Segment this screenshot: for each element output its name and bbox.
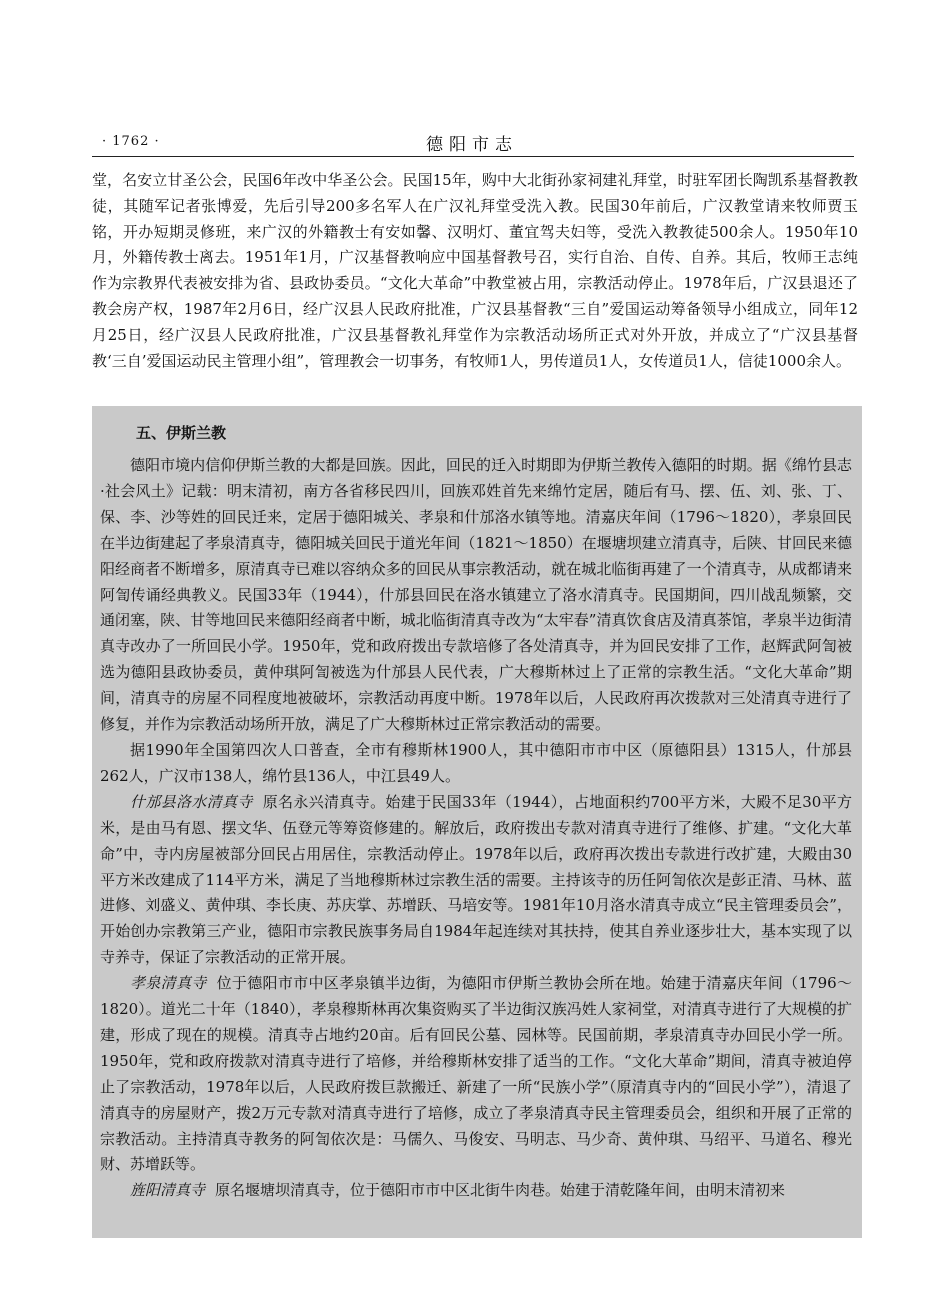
previous-section-text (92, 168, 858, 374)
book-title: 德阳市志 (426, 135, 518, 155)
entry-name: 旌阳清真寺 (130, 1181, 206, 1200)
paragraph: 据1990年全国第四次人口普查，全市有穆斯林1900人，其中德阳市市中区（原德阳县）1315人，什邡县262人，广汉市138人，绵竹县136人，中江县49人。 (100, 740, 852, 785)
entry-name: 什邡县洛水清真寺 (130, 792, 253, 811)
section-body (100, 453, 852, 1204)
entry-paragraph (100, 1178, 852, 1204)
entry-name: 孝泉清真寺 (130, 974, 207, 993)
paragraph: 德阳市境内信仰伊斯兰教的大都是回族。因此，回民的迁入时期即为伊斯兰教传入德阳的时期。据《绵竹县志·社会风土》记载：明末清初，南方各省移民四川，回族邓姓首先来绵竹定居，随后有马、摆、伍、刘、张、丁、保、李、沙等姓的回民迁来，定居于德阳城关、孝泉和什邡洛水镇等地。清嘉庆年间（1796～1820），孝泉回民在半边街建起了孝泉清真寺，德阳城关回民于道光年间（1821～1850）在堰塘坝建立清真寺，后陕、甘回民来德阳经商者不断增多，原清真寺已难以容纳众多的回民从事宗教活动，就在城北临街再建了一个清真寺，从成都请来阿訇传诵经典教义。民国33年（1944），什邡县回民在洛水镇建立了洛水清真寺。民国期间，四川战乱频繁，交通闭塞，陕、甘等地回民来德阳经商者中断，城北临街清真寺改为“太牢春”清真饮食店及清真茶馆，孝泉半边街清真寺改办了一所回民小学。1950年，党和政府拨出专款培修了各处清真寺，并为回民安排了工作，赵辉武阿訇被选为德阳县政协委员，黄仲琪阿訇被选为什邡县人民代表，广大穆斯林过上了正常的宗教生活。“文化大革命”期间，清真寺的房屋不同程度地被破坏，宗教活动再度中断。1978年以后，人民政府再次拨款对三处清真寺进行了修复，并作为宗教活动场所开放，满足了广大穆斯林过正常宗教活动的需要。 (100, 456, 852, 734)
entry-paragraph (100, 971, 852, 1178)
entry-text: 原名堰塘坝清真寺，位于德阳市市中区北街牛肉巷。始建于清乾隆年间，由明末清初来 (215, 1181, 786, 1200)
header-rule (92, 156, 854, 157)
paragraph: 堂，名安立甘圣公会，民国6年改中华圣公会。民国15年，购中大北街孙家祠建礼拜堂，时驻军团长陶凯系基督教教徒，其随军记者张博爱，先后引导200多名军人在广汉礼拜堂受洗入教。民国30年前后，广汉教堂请来牧师贾玉铭，开办短期灵修班，来广汉的外籍教士有安如馨、汉明灯、董宜驾夫妇等，受洗入教教徒500余人。1950年10月，外籍传教士离去。1951年1月，广汉基督教响应中国基督教号召，实行自治、自传、自养。其后，牧师王志纯作为宗教界代表被安排为省、县政协委员。“文化大革命”中教堂被占用，宗教活动停止。1978年后，广汉县退还了教会房产权，1987年2月6日，经广汉县人民政府批准，广汉县基督教“三自”爱国运动筹备领导小组成立，同年12月25日，经广汉县人民政府批准，广汉县基督教礼拜堂作为宗教活动场所正式对外开放，并成立了“广汉县基督教‘三自’爱国运动民主管理小组”，管理教会一切事务，有牧师1人，男传道员1人，女传道员1人，信徒1000余人。 (92, 171, 858, 370)
page-header (92, 128, 852, 154)
page-number: · 1762 · (102, 134, 160, 149)
section-title: 五、伊斯兰教 (136, 424, 227, 442)
entry-text: 原名永兴清真寺。始建于民国33年（1944），占地面积约700平方米，大殿不足30平方米，是由马有恩、摆文华、伍登元等筹资修建的。解放后，政府拨出专款对清真寺进行了维修、扩建。“文化大革命”中，寺内房屋被部分回民占用居住，宗教活动停止。1978年以后，政府再次拨出专款进行改扩建，大殿由30平方米改建成了114平方米，满足了当地穆斯林过宗教生活的需要。主持该寺的历任阿訇依次是彭正清、马林、蓝进修、刘盛义、黄仲琪、李长庚、苏庆掌、苏增跃、马培安等。1981年10月洛水清真寺成立“民主管理委员会”，开始创办宗教第三产业，德阳市宗教民族事务局自1984年起连续对其扶持，使其自养业逐步壮大，基本实现了以寺养寺，保证了宗教活动的正常开展。 (100, 792, 852, 967)
entry-paragraph (100, 790, 852, 971)
entry-text: 位于德阳市市中区孝泉镇半边街，为德阳市伊斯兰教协会所在地。始建于清嘉庆年间（1796～1820）。道光二十年（1840），孝泉穆斯林再次集资购买了半边街汉族冯姓人家祠堂，对清真寺进行了大规模的扩建，形成了现在的规模。清真寺占地约20亩。后有回民公墓、园林等。民国前期，孝泉清真寺办回民小学一所。1950年，党和政府拨款对清真寺进行了培修，并给穆斯林安排了适当的工作。“文化大革命”期间，清真寺被迫停止了宗教活动，1978年以后，人民政府拨巨款搬迁、新建了一所“民族小学”（原清真寺内的“回民小学”），清退了清真寺的房屋财产，拨2万元专款对清真寺进行了培修，成立了孝泉清真寺民主管理委员会，组织和开展了正常的宗教活动。主持清真寺教务的阿訇依次是：马儒久、马俊安、马明志、马少奇、黄仲琪、马绍平、马道名、穆光财、苏增跃等。 (100, 974, 852, 1174)
